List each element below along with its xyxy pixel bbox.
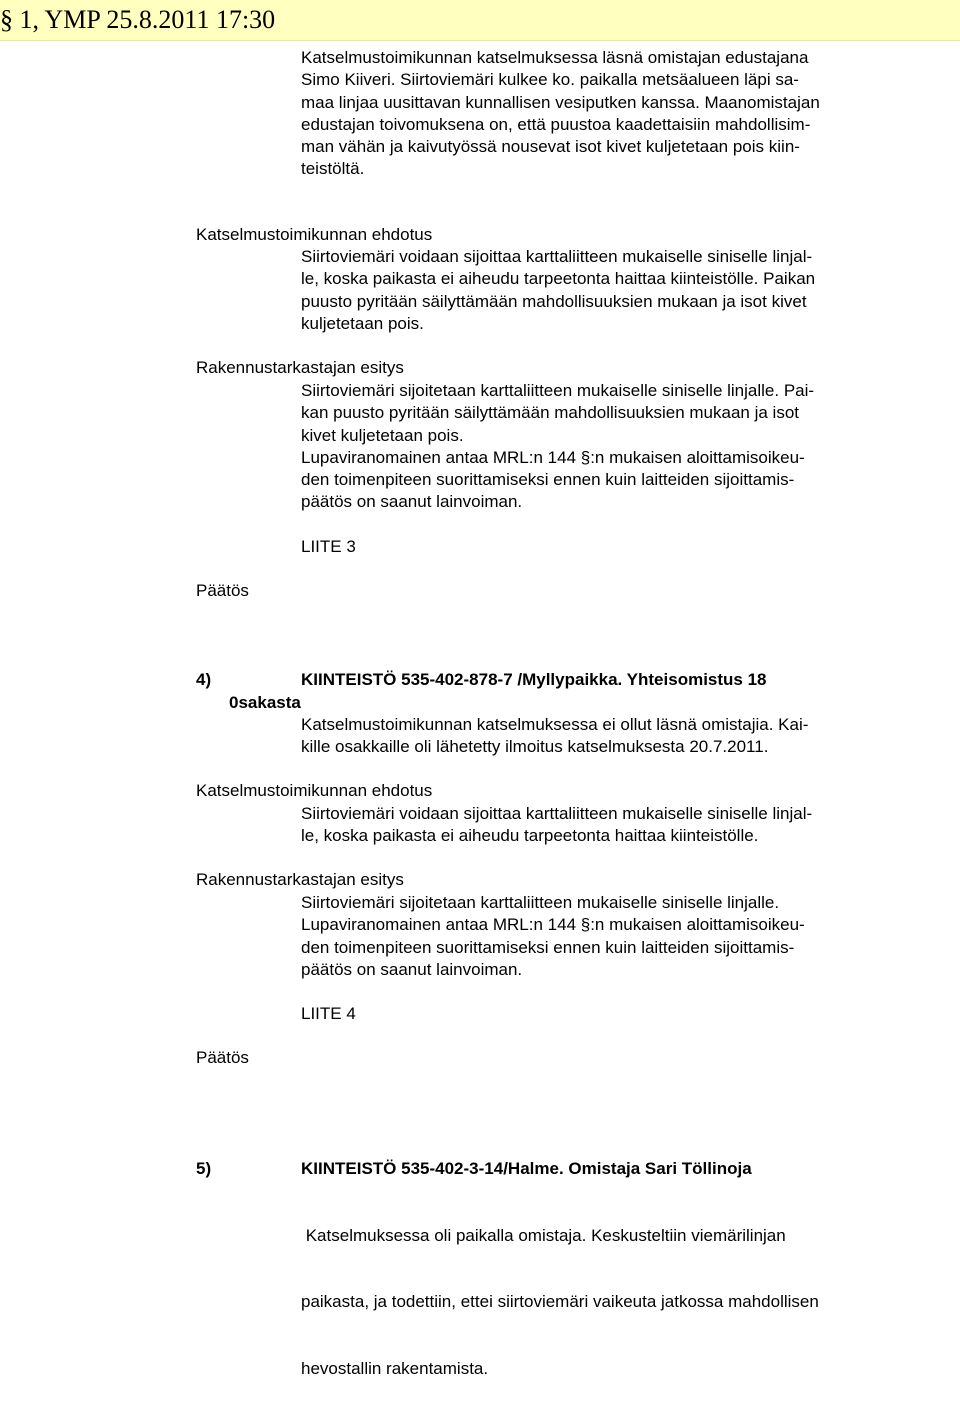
text-line: Katselmustoimikunnan katselmuksessa ei ollut läsnä omistajia. Kai- (301, 715, 809, 734)
text-line: Katselmuksessa oli paikalla omistaja. Keskusteltiin viemärilinjan (301, 1225, 786, 1245)
item-intro-text (301, 1180, 819, 1403)
text-line: Lupaviranomainen antaa MRL:n 144 §:n mukaisen aloittamisoikeu- (301, 447, 805, 467)
proposal-label: Katselmustoimikunnan ehdotus (196, 225, 433, 244)
text-line: kan puusto pyritään säilyttämään mahdollisuuksien mukaan ja isot (301, 403, 799, 423)
proposal-label: Katselmustoimikunnan ehdotus (196, 781, 433, 800)
text-line: hevostallin rakentamista. (301, 1359, 489, 1379)
text-line: teistöltä. (301, 159, 365, 179)
text-line: Katselmustoimikunnan katselmuksessa läsnä omistajan edustajana (301, 48, 809, 67)
attachment-link: LIITE 3 (301, 537, 356, 556)
item-intro-text (301, 714, 808, 759)
decision-label: Päätös (196, 1048, 249, 1067)
text-line: päätös on saanut lainvoiman. (301, 959, 523, 979)
page-header (0, 0, 960, 41)
proposal-text (301, 803, 812, 848)
text-line: kille osakkaille oli lähetetty ilmoitus katselmuksesta 20.7.2011. (301, 737, 769, 757)
section-heading: § 1, YMP 25.8.2011 17:30 (0, 5, 276, 34)
text-line: puusto pyritään säilyttämään mahdollisuuksien mukaan ja isot kivet (301, 291, 807, 311)
text-line: päätös on saanut lainvoiman. (301, 492, 523, 512)
text-line: Lupaviranomainen antaa MRL:n 144 §:n mukaisen aloittamisoikeu- (301, 915, 805, 935)
text-line: Siirtoviemäri voidaan sijoittaa karttaliitteen mukaiselle siniselle linjal- (301, 804, 813, 823)
text-line: Siirtoviemäri sijoitetaan karttaliitteen mukaiselle siniselle linjalle. (301, 893, 780, 912)
text-line: den toimenpiteen suorittamiseksi ennen kuin laitteiden sijoittamis- (301, 937, 795, 957)
item-number: 4) (196, 670, 212, 689)
text-line: man vähän ja kaivutyössä nousevat isot kivet kuljetetaan pois kiin- (301, 137, 800, 157)
proposal-text (301, 246, 815, 335)
text-line: Simo Kiiveri. Siirtoviemäri kulkee ko. paikalla metsäalueen läpi sa- (301, 70, 799, 90)
text-line: maa linjaa uusittavan kunnallisen vesiputken kanssa. Maanomistajan (301, 92, 820, 112)
text-line: den toimenpiteen suorittamiseksi ennen kuin laitteiden sijoittamis- (301, 470, 795, 490)
text-line: le, koska paikasta ei aiheudu tarpeetonta haittaa kiinteistölle. Paikan (301, 269, 816, 289)
text-line: Siirtoviemäri voidaan sijoittaa karttaliitteen mukaiselle siniselle linjal- (301, 247, 813, 266)
attachment-link: LIITE 4 (301, 1004, 356, 1023)
inspector-text (301, 380, 814, 514)
item-title: KIINTEISTÖ 535-402-3-14/Halme. Omistaja Sari Töllinoja (301, 1159, 752, 1178)
text-line: kuljetetaan pois. (301, 313, 424, 333)
text-line: le, koska paikasta ei aiheudu tarpeetonta haittaa kiinteistölle. (301, 826, 759, 846)
inspector-label: Rakennustarkastajan esitys (196, 358, 404, 377)
inspector-text (301, 892, 805, 981)
text-line: Siirtoviemäri sijoitetaan karttaliitteen mukaiselle siniselle linjalle. Pai- (301, 381, 815, 400)
item-title: KIINTEISTÖ 535-402-878-7 /Myllypaikka. Yhteisomistus 18 (301, 670, 767, 689)
item-title-continuation: 0sakasta (229, 693, 301, 712)
text-line: paikasta, ja todettiin, ettei siirtoviemäri vaikeuta jatkossa mahdollisen (301, 1292, 819, 1312)
text-line: kivet kuljetetaan pois. (301, 425, 464, 445)
decision-label: Päätös (196, 581, 249, 600)
intro-paragraph (301, 47, 820, 181)
inspector-label: Rakennustarkastajan esitys (196, 870, 404, 889)
item-number: 5) (196, 1159, 212, 1178)
text-line: edustajan toivomuksena on, että puustoa kaadettaisiin mahdollisim- (301, 114, 811, 134)
